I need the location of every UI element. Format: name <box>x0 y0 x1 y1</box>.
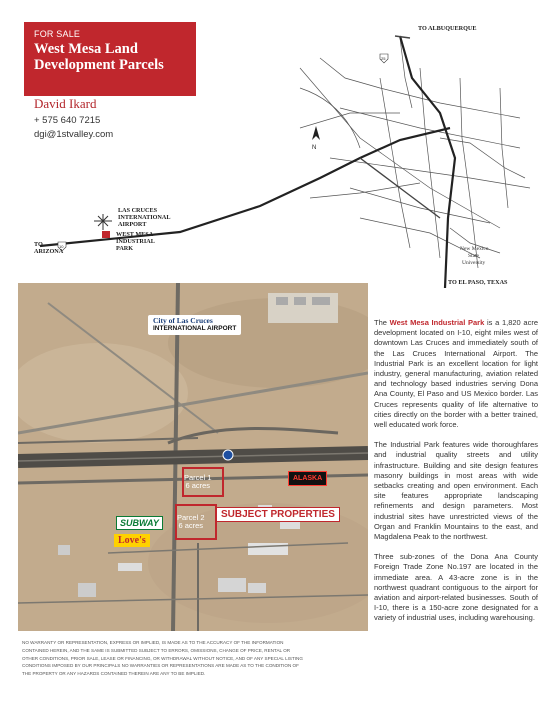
north-arrow-icon <box>312 126 320 140</box>
paragraph-1-body: is a 1,820 acre development located on I-10, eight miles west of downtown Las Cruces and immediately south of the Las Cruces International Airport. The Industrial Park is an excellent location for light industry, general manufacturing, aviation related and technology based industries serving Dona Ana County, El Paso and US Mexico border. Las Cruces represents quality of life alternative to cities directly on the border with a better trained, well educated work force. <box>374 318 539 430</box>
to-arizona-label-2: ARIZONA <box>34 248 64 255</box>
to-el-paso-label: TO EL PASO, TEXAS <box>448 279 508 286</box>
description-paragraph-2: The Industrial Park features wide thoroughfares and industrial quality streets and utility infrastructure. Building and site design features masonry buildings in most areas with wide setbacks creating and open environment. Each site features appropriate landscaping refinements and design parameters. Most industrial sites have unrestricted views of the Organ and Franklin Mountains to the east, and Magdalena Peak to the northwest. <box>374 440 538 542</box>
interstate-shield-icon <box>223 450 233 460</box>
aerial-photo-drawing <box>18 283 368 631</box>
paragraph-1-intro: The <box>374 318 390 327</box>
airport-map-label-1: LAS CRUCES <box>118 207 158 214</box>
nmsu-label-1: New Mexico <box>460 246 489 252</box>
to-albuquerque-label: TO ALBUQUERQUE <box>418 25 477 32</box>
aerial-photo <box>18 283 368 631</box>
airport-map-label-2: INTERNATIONAL <box>118 214 171 221</box>
parcel-2-area: 6 acres <box>178 521 204 530</box>
park-map-label-3: PARK <box>116 245 134 252</box>
agent-name: David Ikard <box>34 96 97 111</box>
loves-logo: Love's <box>114 534 150 547</box>
listing-title: West Mesa Land Development Parcels <box>34 41 164 73</box>
park-marker <box>102 231 110 238</box>
legal-disclaimer <box>22 639 364 678</box>
route-25-label: 25 <box>381 56 386 61</box>
description-paragraph-1 <box>374 318 538 430</box>
street-map-drawing <box>0 18 550 288</box>
airport-name-text: INTERNATIONAL AIRPORT <box>153 325 237 332</box>
parcel-1-label <box>184 474 212 490</box>
parcel-1-area: 6 acres <box>185 481 211 490</box>
subway-logo: SUBWAY <box>116 516 163 530</box>
alaska-logo: ALASKA <box>288 471 327 486</box>
agent-email[interactable]: dgi@1stvalley.com <box>34 129 114 140</box>
airport-city-text: City of Las Cruces <box>153 316 213 325</box>
north-label: N <box>312 145 317 151</box>
disclaimer-line: OTHER CONDITIONS, PRIOR SALE, LEASE OR FINANCING, OR WITHDRAWAL WITHOUT NOTICE, AND OF ANY SPECIAL LISTING <box>22 655 303 661</box>
airport-map-label-3: AIRPORT <box>118 221 147 228</box>
parcel-2-name: Parcel 2 <box>177 513 205 522</box>
park-map-label-1: WEST MESA <box>116 231 154 238</box>
disclaimer-line: THE PROPERTY OR ANY HAZARDS CONTAINED THEREIN ARE ANY TO BE IMPLIED. <box>22 671 206 677</box>
subject-properties-label: SUBJECT PROPERTIES <box>216 507 340 522</box>
park-name-highlight: West Mesa Industrial Park <box>389 318 485 327</box>
location-map <box>0 18 550 288</box>
nmsu-label-3: University <box>462 260 486 266</box>
park-map-label-2: INDUSTRIAL <box>116 238 155 245</box>
for-sale-label: FOR SALE <box>34 29 81 39</box>
nmsu-label-2: State <box>468 253 479 259</box>
interstate-25-icon <box>380 54 388 63</box>
disclaimer-line: CONDITIONS IMPOSED BY OUR PRINCIPALS NO WARRANTIES OR REPRESENTATIONS ARE MADE AS TO THE CONDITION OF <box>22 663 299 669</box>
parcel-1-name: Parcel 1 <box>184 473 212 482</box>
parcel-2-label <box>177 514 205 530</box>
airport-logo-label <box>148 315 241 335</box>
to-arizona-label-1: TO <box>34 241 43 248</box>
agent-phone[interactable]: + 575 640 7215 <box>34 115 101 126</box>
description-paragraph-3: Three sub-zones of the Dona Ana County Foreign Trade Zone No.197 are located in the immediate area. A 43-acre zone is in the northwest quadrant contiguous to the airport for aviation and airport-related businesses. South of I-10, there is a 150-acre zone designated for a variety of industrial uses, including warehousing. <box>374 552 538 623</box>
disclaimer-line: NO WARRANTY OR REPRESENTATION, EXPRESS OR IMPLIED, IS MADE AS TO THE ACCURACY OF THE INFORMATION <box>22 640 284 645</box>
route-10-label: 10 <box>59 244 64 249</box>
disclaimer-line: CONTAINED HEREIN, AND THE SAME IS SUBMITTED SUBJECT TO ERRORS, OMISSIONS, CHANGE OF PRICE, RENTAL OR <box>22 647 291 653</box>
description-column <box>374 318 538 634</box>
